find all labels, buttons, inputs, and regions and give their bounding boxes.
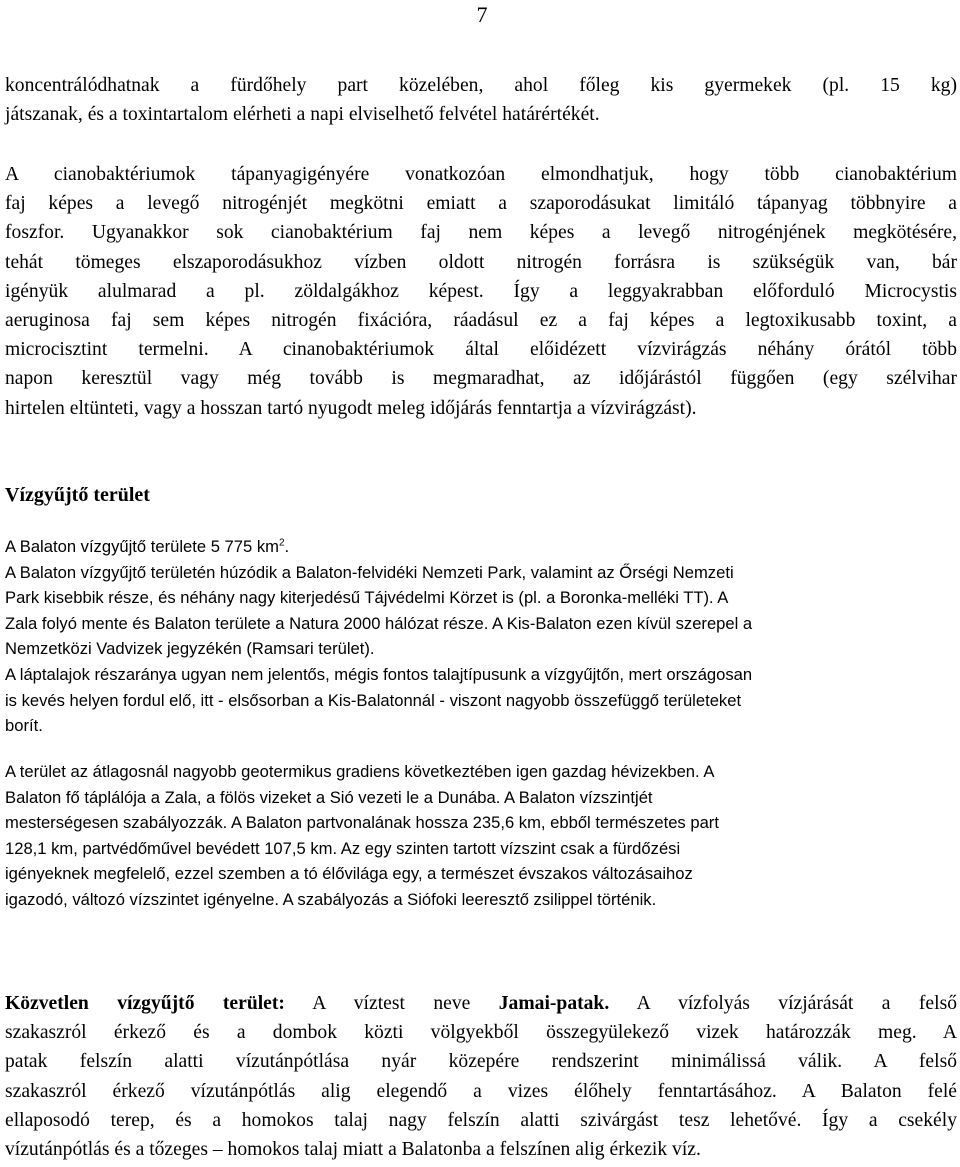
text-line: faj képes a levegő nitrogénjét megkötni emiatt a szaporodásukat limitáló tápanyag többnyire a: [5, 193, 957, 215]
text-line: Park kisebbik része, és néhány nagy kiterjedésű Tájvédelmi Körzet is (pl. a Boronka-melléki TT). A: [5, 588, 729, 608]
catchment-area-text: A Balaton vízgyűjtő területe 5 775 km: [5, 537, 279, 556]
paragraph-toxin: [5, 71, 957, 129]
direct-catchment-label: Közvetlen vízgyűjtő terület:: [5, 993, 285, 1014]
page-number: 7: [476, 2, 488, 27]
paragraph-catchment: [5, 534, 957, 739]
text-line: Balaton fő táplálója a Zala, a fölös vizeket a Sió vezeti le a Dunába. A Balaton vízszintjét: [5, 787, 653, 807]
text-line: ellaposodó terep, és a homokos talaj nagy felszín alatti szivárgást tesz lehetővé. Így a csekély: [5, 1109, 957, 1131]
text-line: Nemzetközi Vadvizek jegyzékén (Ramsari terület).: [5, 639, 375, 659]
text-line: igényük alulmarad a pl. zöldalgákhoz képest. Így a leggyakrabban előforduló Microcystis: [5, 280, 957, 302]
text-line: 128,1 km, partvédőművel bevédett 107,5 km. Az egy szinten tartott vízszint csak a fürdőzési: [5, 838, 681, 858]
text-line: igényeknek megfelelő, ezzel szemben a tó élővilága egy, a természet évszakos változásaihoz: [5, 864, 693, 884]
text-line: vízutánpótlás és a tőzeges – homokos talaj miatt a Balatonba a felszínen alig érkezik víz.: [5, 1139, 701, 1161]
text-line: hirtelen eltünteti, vagy a hosszan tartó nyugodt meleg időjárás fenntartja a vízvirágzást).: [5, 397, 697, 419]
text-line: microcisztint termelni. A cinanobaktériumok által előidézett vízvirágzás néhány órától több: [5, 339, 957, 361]
text-line: napon keresztül vagy még tovább is megmaradhat, az időjárástól függően (egy szélvihar: [5, 368, 957, 390]
text-line: borít.: [5, 716, 43, 736]
direct-first-line: [5, 989, 957, 1018]
text-line: foszfor. Ugyanakkor sok cianobaktérium faj nem képes a levegő nitrogénjének megkötésére,: [5, 222, 957, 244]
superscript: 2: [278, 537, 285, 549]
catchment-area-end: .: [284, 537, 290, 556]
direct-first-line-rest: A vízfolyás vízjárását a felső: [609, 993, 957, 1014]
text-line: A Balaton vízgyűjtő területén húzódik a Balaton-felvidéki Nemzeti Park, valamint az Őrségi Nemzeti: [5, 562, 734, 582]
text-line: A terület az átlagosnál nagyobb geotermikus gradiens következtében igen gazdag hévizekben. A: [5, 762, 715, 781]
text-line: szakaszról érkező vízutánpótlás alig elegendő a vizes élőhely fenntartásához. A Balaton felé: [5, 1080, 957, 1102]
paragraph-geothermal: [5, 759, 957, 913]
text-line: Zala folyó mente és Balaton területe a Natura 2000 hálózat része. A Kis-Balaton ezen kívül szerepel a: [5, 613, 753, 633]
text-line: A cianobaktériumok tápanyagigényére vonatkozóan elmondhatjuk, hogy több cianobaktérium: [5, 164, 957, 185]
text-line: patak felszín alatti vízutánpótlása nyár közepére rendszerint minimálissá válik. A felső: [5, 1051, 957, 1073]
text-line: tehát tömeges elszaporodásukhoz vízben oldott nitrogén forrásra is szükségük van, bár: [5, 251, 957, 273]
text-line: is kevés helyen fordul elő, itt - elsősorban a Kis-Balatonnál - viszont nagyobb összefüggő területeket: [5, 690, 742, 710]
direct-label-text: A víztest neve: [284, 993, 499, 1014]
text-line: igazodó, változó vízszintet igényelne. A szabályozás a Siófoki leeresztő zsilippel történik.: [5, 889, 657, 909]
section-heading: Vízgyűjtő terület: [5, 484, 150, 506]
text-line: mesterségesen szabályozzák. A Balaton partvonalának hossza 235,6 km, ebből természetes part: [5, 813, 719, 833]
text-line: szakaszról érkező és a dombok közti völgyekből összegyülekező vizek határozzák meg. A: [5, 1022, 957, 1044]
text-line: koncentrálódhatnak a fürdőhely part közelében, ahol főleg kis gyermekek (pl. 15 kg): [5, 75, 957, 96]
text-line: A láptalajok részaránya ugyan nem jelentős, mégis fontos talajtípusunk a vízgyűjtőn, mert országosan: [5, 664, 753, 684]
water-body-name: Jamai-patak.: [498, 993, 610, 1014]
text-line: játszanak, és a toxintartalom elérheti a napi elviselhető felvétel határértékét.: [5, 104, 600, 126]
paragraph-direct-catchment: [5, 989, 957, 1164]
catchment-area-line: [5, 534, 957, 560]
paragraph-nutrients: [5, 160, 957, 423]
text-line: aeruginosa faj sem képes nitrogén fixációra, ráadásul ez a faj képes a legtoxikusabb toxint, a: [5, 310, 957, 332]
